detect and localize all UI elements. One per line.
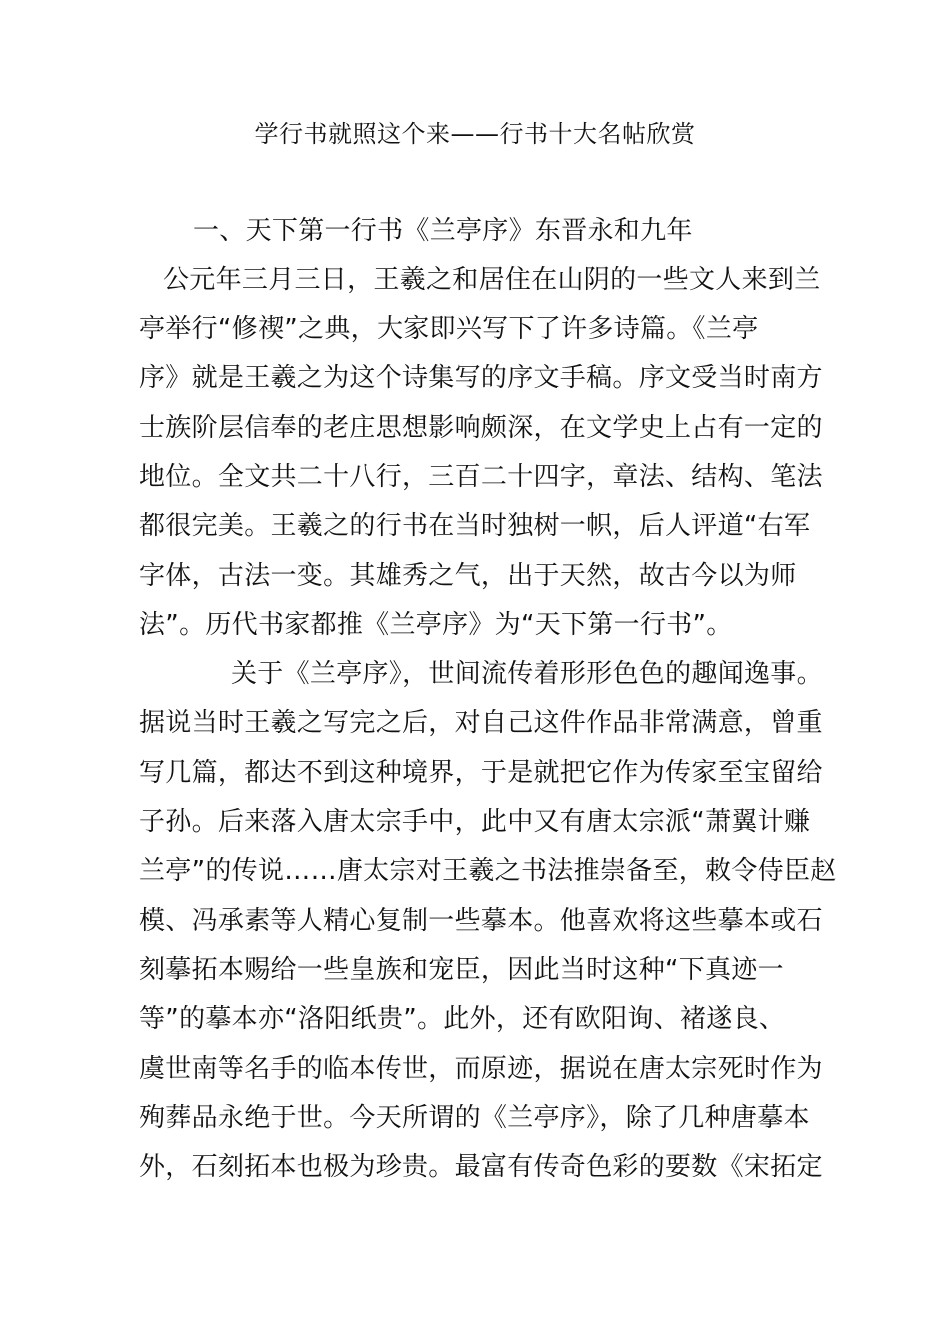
page-title: 学行书就照这个来——行书十大名帖欣赏 (254, 120, 696, 148)
text-line: 序》就是王羲之为这个诗集写的序文手稿。序文受当时南方 (139, 363, 823, 393)
text-line: 虞世南等名手的临本传世，而原迹，据说在唐太宗死时作为 (139, 1054, 823, 1084)
text-line: 地位。全文共二十八行，三百二十四字，章法、结构、笔法 (139, 462, 823, 492)
text-line: 刻摹拓本赐给一些皇族和宠臣，因此当时这种“下真迹一 (139, 955, 784, 985)
text-line: 都很完美。王羲之的行书在当时独树一帜，后人评道“右军 (139, 511, 811, 541)
text-line: 兰亭”的传说……唐太宗对王羲之书法推崇备至，敕令侍臣赵 (139, 856, 837, 886)
text-line: 一、天下第一行书《兰亭序》东晋永和九年 (193, 216, 693, 246)
text-line: 字体，古法一变。其雄秀之气，出于天然，故古今以为师 (139, 561, 797, 591)
text-line: 子孙。后来落入唐太宗手中，此中又有唐太宗派“萧翼计赚 (139, 807, 811, 837)
text-line: 关于《兰亭序》，世间流传着形形色色的趣闻逸事。 (231, 659, 823, 689)
text-line: 据说当时王羲之写完之后，对自己这件作品非常满意，曾重 (139, 708, 823, 738)
text-line: 等”的摹本亦“洛阳纸贵”。此外，还有欧阳询、褚遂良、 (139, 1004, 786, 1034)
text-line: 亭举行“修禊”之典，大家即兴写下了许多诗篇。《兰亭 (139, 314, 759, 344)
text-line: 写几篇，都达不到这种境界，于是就把它作为传家至宝留给 (139, 758, 823, 788)
text-line: 法”。历代书家都推《兰亭序》为“天下第一行书”。 (139, 610, 733, 640)
text-line: 士族阶层信奉的老庄思想影响颇深，在文学史上占有一定的 (139, 413, 823, 443)
text-line: 模、冯承素等人精心复制一些摹本。他喜欢将这些摹本或石 (139, 906, 823, 936)
text-line: 外，石刻拓本也极为珍贵。最富有传奇色彩的要数《宋拓定 (139, 1152, 823, 1182)
text-line: 殉葬品永绝于世。今天所谓的《兰亭序》，除了几种唐摹本 (139, 1103, 810, 1133)
text-line: 公元年三月三日，王羲之和居住在山阴的一些文人来到兰 (163, 265, 821, 295)
